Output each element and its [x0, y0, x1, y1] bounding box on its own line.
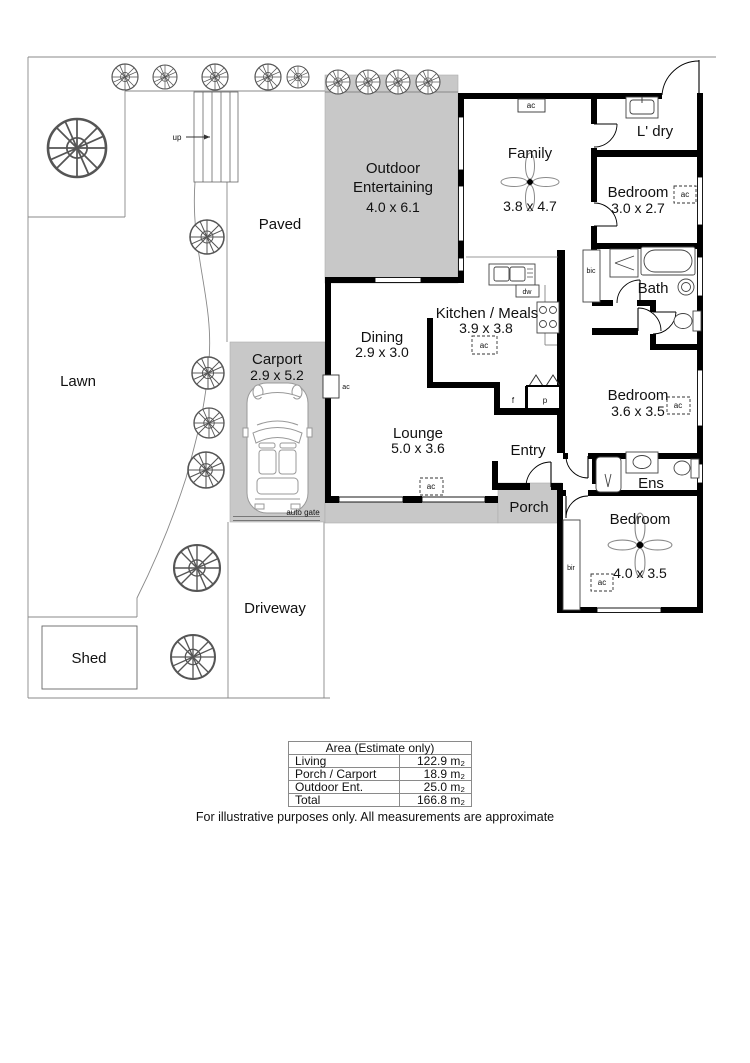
label-ac-kitchen: ac — [479, 341, 489, 350]
area-table-title: Area (Estimate only) — [289, 742, 472, 755]
label-ac-lounge: ac — [426, 482, 436, 491]
label-bedroom2-dims: 3.6 x 3.5 — [611, 403, 665, 419]
label-family-dims: 3.8 x 4.7 — [503, 198, 557, 214]
label-bedroom3: Bedroom — [609, 511, 671, 528]
label-dining-dims: 2.9 x 3.0 — [355, 344, 409, 360]
disclaimer-text: For illustrative purposes only. All measurements are approximate — [195, 810, 555, 824]
row-label: Living — [289, 755, 400, 768]
row-value: 166.8 m₂ — [400, 794, 472, 807]
built-in-cupboard — [583, 250, 600, 302]
label-dining: Dining — [360, 329, 404, 346]
cooktop — [537, 302, 559, 333]
label-ac-family: ac — [526, 101, 536, 110]
label-kitchen-meals-dims: 3.9 x 3.8 — [459, 320, 513, 336]
label-outdoor-entertaining-2: Entertaining — [352, 179, 434, 196]
label-dw: dw — [522, 289, 532, 296]
label-bedroom1-dims: 3.0 x 2.7 — [611, 200, 665, 216]
label-paved: Paved — [258, 216, 302, 233]
label-up: up — [172, 133, 182, 142]
label-entry: Entry — [510, 442, 546, 459]
label-bath: Bath — [637, 280, 669, 297]
label-ac-bedroom1: ac — [680, 190, 690, 199]
label-ac-bedroom3: ac — [597, 578, 607, 587]
row-label: Porch / Carport — [289, 768, 400, 781]
label-lounge: Lounge — [392, 425, 444, 442]
pantry-shelves — [529, 375, 560, 386]
label-porch: Porch — [509, 499, 549, 516]
row-value: 18.9 m₂ — [400, 768, 472, 781]
row-value: 122.9 m₂ — [400, 755, 472, 768]
label-bedroom2: Bedroom — [607, 387, 669, 404]
label-bic: bic — [586, 268, 596, 275]
label-family: Family — [507, 145, 553, 162]
table-row — [289, 794, 472, 807]
label-pantry: p — [542, 396, 548, 405]
label-shed: Shed — [71, 650, 107, 667]
table-row — [289, 781, 472, 794]
label-driveway: Driveway — [244, 600, 306, 617]
table-row — [289, 755, 472, 768]
laundry-trough — [626, 97, 658, 118]
label-carport-dims: 2.9 x 5.2 — [250, 367, 304, 383]
row-label: Outdoor Ent. — [289, 781, 400, 794]
label-laundry: L' dry — [636, 123, 674, 140]
label-lounge-dims: 5.0 x 3.6 — [391, 440, 445, 456]
car — [243, 383, 312, 513]
stairs — [186, 92, 238, 182]
label-bir: bir — [567, 565, 575, 572]
wc-toilet — [674, 311, 701, 331]
row-label: Total — [289, 794, 400, 807]
label-ac-bedroom2: ac — [673, 401, 683, 410]
label-bedroom1: Bedroom — [607, 184, 669, 201]
label-auto-gate: auto gate — [286, 508, 320, 517]
row-value: 25.0 m₂ — [400, 781, 472, 794]
walkway-strip — [325, 502, 498, 523]
label-bedroom3-dims: 4.0 x 3.5 — [613, 565, 667, 581]
label-outdoor-entertaining-dims: 4.0 x 6.1 — [366, 199, 420, 215]
area-table — [288, 741, 472, 807]
label-fridge: f — [511, 396, 515, 405]
label-carport: Carport — [251, 351, 303, 368]
label-ac-dining: ac — [342, 384, 350, 391]
label-kitchen-meals: Kitchen / Meals — [435, 305, 539, 322]
label-outdoor-entertaining-1: Outdoor — [365, 160, 421, 177]
label-lawn: Lawn — [60, 373, 96, 390]
table-row — [289, 768, 472, 781]
label-ensuite: Ens — [638, 475, 664, 492]
area-table-header — [289, 742, 472, 755]
